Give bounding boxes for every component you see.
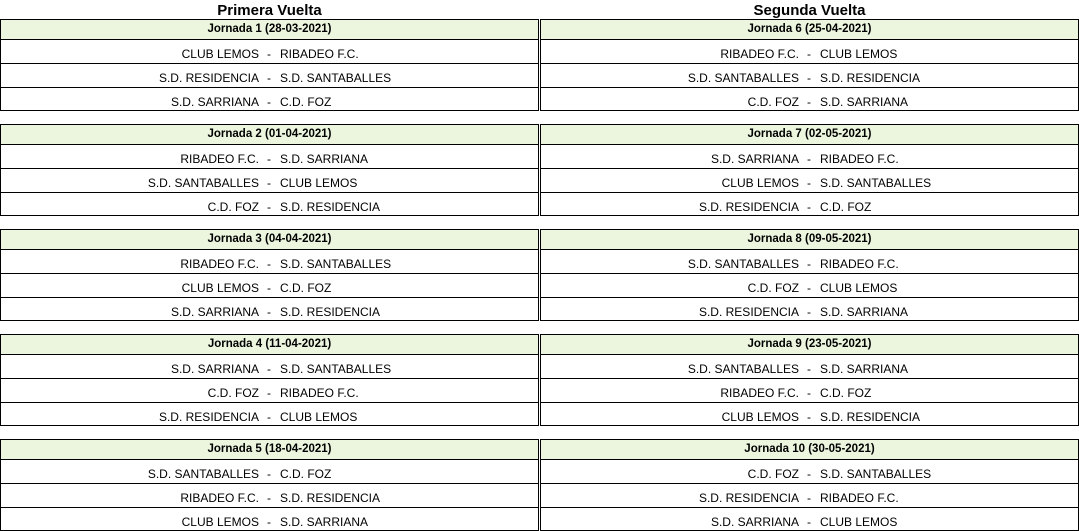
away-team: RIBADEO F.C. bbox=[820, 257, 899, 271]
match-separator: - bbox=[267, 362, 271, 376]
home-team: RIBADEO F.C. bbox=[180, 491, 259, 505]
away-team: CLUB LEMOS bbox=[280, 176, 358, 190]
away-team: C.D. FOZ bbox=[280, 95, 332, 109]
match-row bbox=[1, 64, 538, 88]
match-separator: - bbox=[267, 71, 271, 85]
match-separator: - bbox=[807, 152, 811, 166]
match-row bbox=[541, 508, 1078, 531]
home-team: C.D. FOZ bbox=[207, 386, 259, 400]
match-separator: - bbox=[267, 95, 271, 109]
match-row bbox=[541, 40, 1078, 64]
match-separator: - bbox=[807, 515, 811, 529]
match-separator: - bbox=[807, 491, 811, 505]
matchday-block bbox=[0, 19, 539, 111]
away-team: CLUB LEMOS bbox=[820, 281, 898, 295]
home-team: CLUB LEMOS bbox=[721, 176, 799, 190]
home-team: S.D. RESIDENCIA bbox=[698, 200, 799, 214]
matchday-title: Jornada 2 (01-04-2021) bbox=[1, 125, 538, 145]
match-separator: - bbox=[267, 47, 271, 61]
match-separator: - bbox=[267, 410, 271, 424]
home-team: RIBADEO F.C. bbox=[720, 386, 799, 400]
home-team: CLUB LEMOS bbox=[721, 410, 799, 424]
match-row bbox=[1, 169, 538, 193]
away-team: S.D. SANTABALLES bbox=[280, 362, 392, 376]
match-row bbox=[541, 169, 1078, 193]
match-row bbox=[541, 379, 1078, 403]
matchday-title: Jornada 7 (02-05-2021) bbox=[541, 125, 1078, 145]
matchday-block bbox=[540, 439, 1079, 531]
home-team: RIBADEO F.C. bbox=[180, 152, 259, 166]
match-separator: - bbox=[807, 257, 811, 271]
match-row bbox=[1, 40, 538, 64]
away-team: S.D. SARRIANA bbox=[820, 305, 909, 319]
match-row bbox=[1, 403, 538, 426]
match-row bbox=[541, 64, 1078, 88]
home-team: C.D. FOZ bbox=[747, 95, 799, 109]
match-separator: - bbox=[807, 410, 811, 424]
away-team: S.D. SANTABALLES bbox=[280, 71, 392, 85]
away-team: S.D. RESIDENCIA bbox=[280, 305, 381, 319]
home-team: S.D. SARRIANA bbox=[710, 515, 799, 529]
home-team: S.D. SANTABALLES bbox=[687, 257, 799, 271]
home-team: S.D. SANTABALLES bbox=[147, 467, 259, 481]
away-team: S.D. SARRIANA bbox=[820, 362, 909, 376]
match-separator: - bbox=[807, 71, 811, 85]
home-team: S.D. SANTABALLES bbox=[147, 176, 259, 190]
match-separator: - bbox=[807, 362, 811, 376]
away-team: CLUB LEMOS bbox=[820, 47, 898, 61]
matchday-block bbox=[540, 334, 1079, 426]
match-row bbox=[541, 298, 1078, 321]
match-row bbox=[1, 193, 538, 216]
home-team: CLUB LEMOS bbox=[181, 515, 259, 529]
away-team: RIBADEO F.C. bbox=[820, 491, 899, 505]
matchday-title: Jornada 1 (28-03-2021) bbox=[1, 20, 538, 40]
matchday-title: Jornada 8 (09-05-2021) bbox=[541, 230, 1078, 250]
matchday-title: Jornada 5 (18-04-2021) bbox=[1, 440, 538, 460]
home-team: S.D. SARRIANA bbox=[170, 362, 259, 376]
match-row bbox=[541, 88, 1078, 111]
match-row bbox=[541, 145, 1078, 169]
home-team: S.D. SARRIANA bbox=[170, 305, 259, 319]
heading-first-round: Primera Vuelta bbox=[217, 2, 322, 19]
match-separator: - bbox=[267, 305, 271, 319]
matchday-block bbox=[540, 124, 1079, 216]
match-row bbox=[541, 250, 1078, 274]
away-team: S.D. SARRIANA bbox=[280, 515, 369, 529]
match-row bbox=[1, 250, 538, 274]
away-team: RIBADEO F.C. bbox=[820, 152, 899, 166]
away-team: CLUB LEMOS bbox=[820, 515, 898, 529]
home-team: S.D. SARRIANA bbox=[710, 152, 799, 166]
matchday-block bbox=[540, 19, 1079, 111]
away-team: S.D. RESIDENCIA bbox=[820, 410, 921, 424]
match-row bbox=[541, 274, 1078, 298]
matchday-block bbox=[0, 124, 539, 216]
away-team: S.D. SARRIANA bbox=[280, 152, 369, 166]
match-separator: - bbox=[267, 491, 271, 505]
heading-second-round: Segunda Vuelta bbox=[753, 2, 866, 19]
match-separator: - bbox=[267, 467, 271, 481]
match-row bbox=[1, 88, 538, 111]
matchday-block bbox=[0, 439, 539, 531]
away-team: S.D. RESIDENCIA bbox=[280, 491, 381, 505]
match-separator: - bbox=[267, 152, 271, 166]
match-separator: - bbox=[807, 95, 811, 109]
home-team: S.D. RESIDENCIA bbox=[158, 71, 259, 85]
match-row bbox=[541, 355, 1078, 379]
match-separator: - bbox=[267, 281, 271, 295]
match-separator: - bbox=[267, 515, 271, 529]
match-row bbox=[1, 298, 538, 321]
away-team: CLUB LEMOS bbox=[280, 410, 358, 424]
match-separator: - bbox=[807, 386, 811, 400]
match-separator: - bbox=[807, 281, 811, 295]
home-team: CLUB LEMOS bbox=[181, 47, 259, 61]
match-row bbox=[541, 193, 1078, 216]
home-team: C.D. FOZ bbox=[207, 200, 259, 214]
match-separator: - bbox=[267, 176, 271, 190]
match-separator: - bbox=[267, 200, 271, 214]
match-separator: - bbox=[807, 305, 811, 319]
home-team: S.D. RESIDENCIA bbox=[698, 305, 799, 319]
match-row bbox=[541, 484, 1078, 508]
away-team: S.D. SANTABALLES bbox=[820, 467, 932, 481]
match-row bbox=[1, 145, 538, 169]
matchday-title: Jornada 6 (25-04-2021) bbox=[541, 20, 1078, 40]
away-team: RIBADEO F.C. bbox=[280, 386, 359, 400]
match-separator: - bbox=[807, 467, 811, 481]
away-team: S.D. RESIDENCIA bbox=[280, 200, 381, 214]
home-team: C.D. FOZ bbox=[747, 467, 799, 481]
away-team: S.D. SANTABALLES bbox=[280, 257, 392, 271]
home-team: S.D. RESIDENCIA bbox=[158, 410, 259, 424]
home-team: S.D. SANTABALLES bbox=[687, 71, 799, 85]
match-row bbox=[1, 379, 538, 403]
home-team: C.D. FOZ bbox=[747, 281, 799, 295]
home-team: RIBADEO F.C. bbox=[180, 257, 259, 271]
match-separator: - bbox=[267, 386, 271, 400]
match-row bbox=[1, 508, 538, 531]
away-team: C.D. FOZ bbox=[280, 467, 332, 481]
matchday-title: Jornada 9 (23-05-2021) bbox=[541, 335, 1078, 355]
match-row bbox=[1, 484, 538, 508]
away-team: C.D. FOZ bbox=[280, 281, 332, 295]
matchday-block bbox=[540, 229, 1079, 321]
away-team: S.D. RESIDENCIA bbox=[820, 71, 921, 85]
home-team: CLUB LEMOS bbox=[181, 281, 259, 295]
away-team: S.D. SARRIANA bbox=[820, 95, 909, 109]
match-row bbox=[1, 274, 538, 298]
matchday-block bbox=[0, 334, 539, 426]
matchday-block bbox=[0, 229, 539, 321]
match-row bbox=[1, 355, 538, 379]
away-team: S.D. SANTABALLES bbox=[820, 176, 932, 190]
matchday-title: Jornada 10 (30-05-2021) bbox=[541, 440, 1078, 460]
home-team: RIBADEO F.C. bbox=[720, 47, 799, 61]
match-separator: - bbox=[807, 47, 811, 61]
matchday-title: Jornada 4 (11-04-2021) bbox=[1, 335, 538, 355]
home-team: S.D. RESIDENCIA bbox=[698, 491, 799, 505]
match-row bbox=[541, 460, 1078, 484]
matchday-title: Jornada 3 (04-04-2021) bbox=[1, 230, 538, 250]
match-row bbox=[541, 403, 1078, 426]
away-team: C.D. FOZ bbox=[820, 386, 872, 400]
match-row bbox=[1, 460, 538, 484]
home-team: S.D. SARRIANA bbox=[170, 95, 259, 109]
home-team: S.D. SANTABALLES bbox=[687, 362, 799, 376]
away-team: C.D. FOZ bbox=[820, 200, 872, 214]
match-separator: - bbox=[807, 200, 811, 214]
match-separator: - bbox=[267, 257, 271, 271]
away-team: RIBADEO F.C. bbox=[280, 47, 359, 61]
match-separator: - bbox=[807, 176, 811, 190]
